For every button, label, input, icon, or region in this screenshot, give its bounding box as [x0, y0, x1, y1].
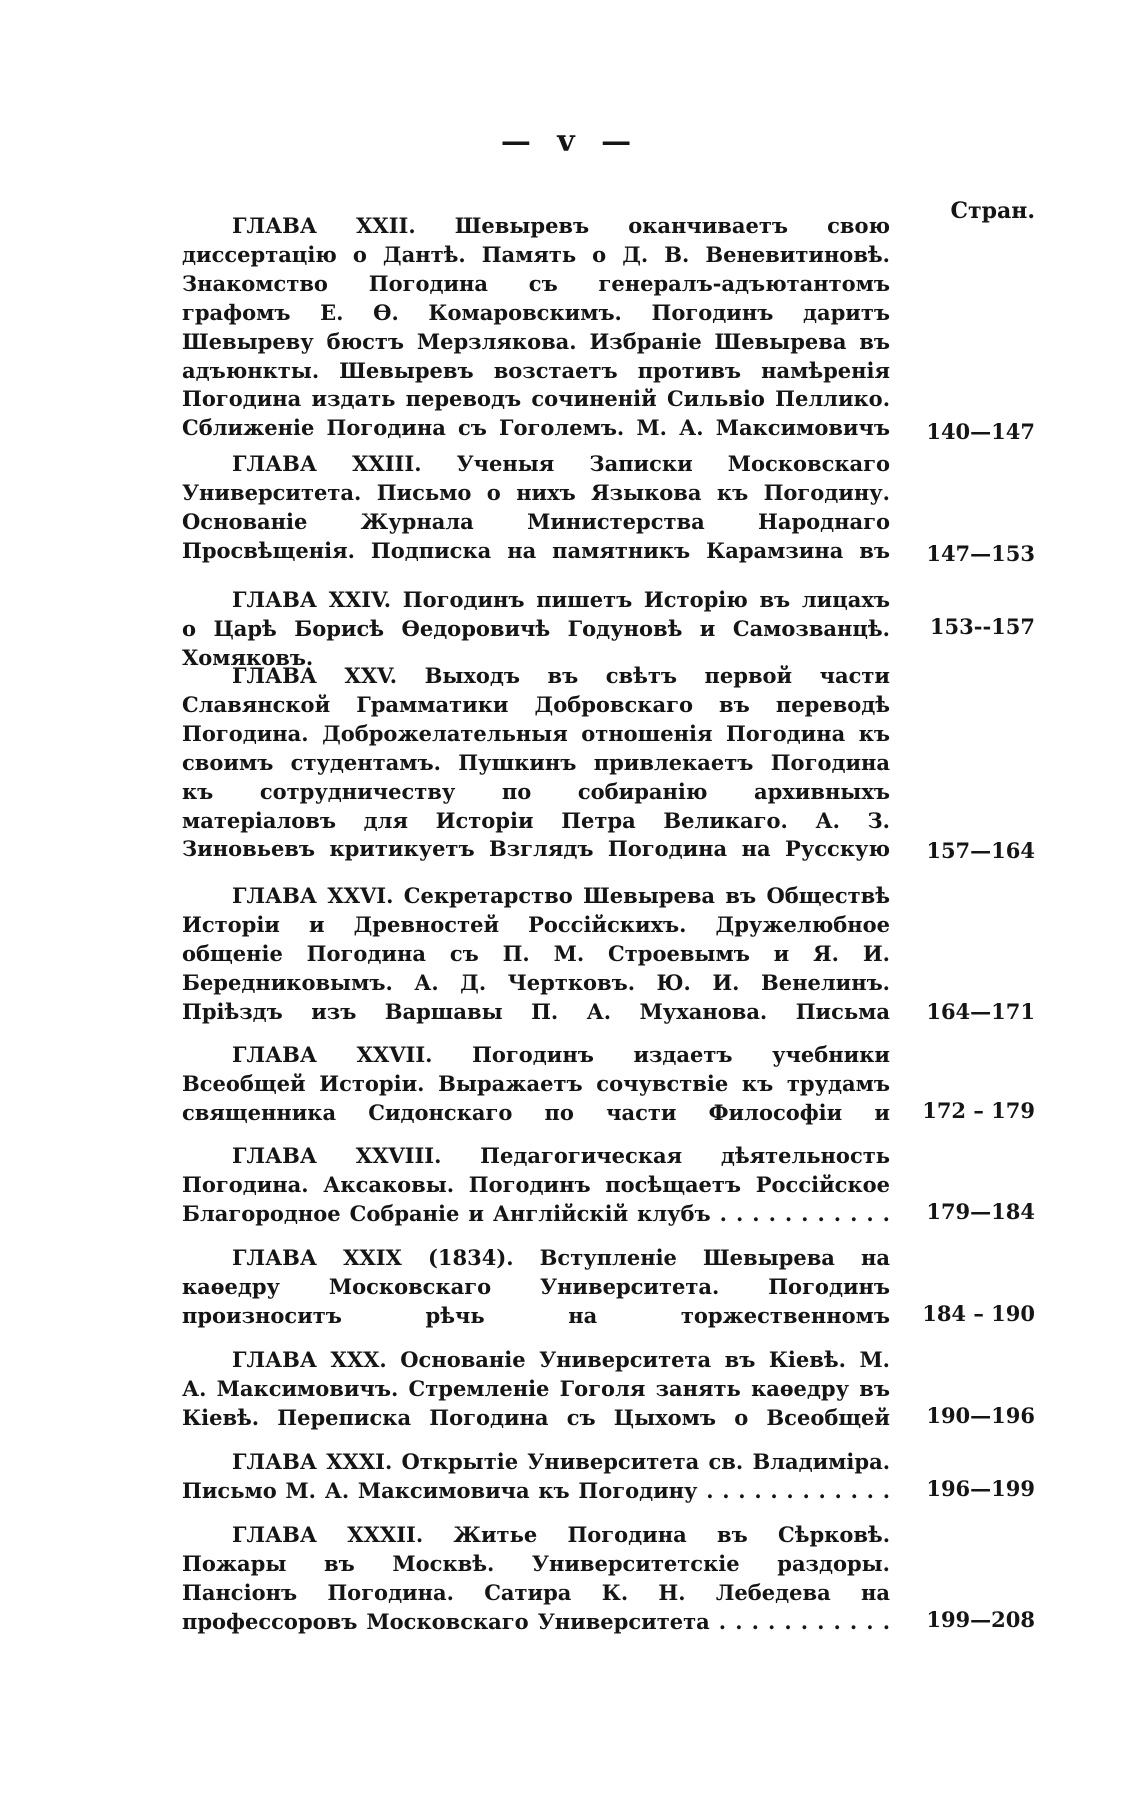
toc-entry-text: ГЛАВА XXVI. Секретарство Шевырева въ Обществѣ Исторіи и Древностей Россійскихъ. Дружелюбное общеніе Погодина съ П. М. Строевымъ и Я. И. Бередниковымъ. А. Д. Чертковъ. Ю. И. Венелинъ. Пріѣздъ изъ Варшавы П. А. Муханова. Письма . . . — [182, 882, 890, 1027]
toc-entry-pages: 147—153 — [926, 541, 1035, 566]
toc-entry-text: ГЛАВА XXX. Основаніе Университета въ Кіевѣ. М. А. Максимовичъ. Стремленіе Гоголя занять каѳедру въ Кіевѣ. Переписка Погодина съ Цыхомъ о Всеобщей . . . — [182, 1346, 890, 1433]
toc-entry-pages: 164—171 — [926, 999, 1035, 1024]
page-number-header: — v — — [500, 124, 640, 159]
toc-entry-text: ГЛАВА XXVII. Погодинъ издаетъ учебники Всеобщей Исторіи. Выражаетъ сочувствіе къ трудамъ священника Сидонскаго по части Философіи и . . . — [182, 1041, 890, 1128]
toc-entry-pages: 199—208 — [926, 1607, 1035, 1632]
toc-entry-pages: 184 – 190 — [922, 1301, 1035, 1326]
toc-entry-pages: 140—147 — [926, 419, 1035, 444]
toc-entry-pages: 196—199 — [926, 1476, 1035, 1501]
toc-entry-text: ГЛАВА XXVIII. Педагогическая дѣятельность Погодина. Аксаковы. Погодинъ посѣщаетъ Россійское Благородное Собраніе и Англійскій клубъ . . . — [182, 1142, 890, 1229]
toc-entry-pages: 190—196 — [926, 1403, 1035, 1428]
toc-entry-pages: 172 – 179 — [922, 1098, 1035, 1123]
toc-entry-text: ГЛАВА XXII. Шевыревъ оканчиваетъ свою диссертацію о Дантѣ. Память о Д. В. Веневитиновѣ. Знакомство Погодина съ генералъ-адъютантомъ графомъ Е. Ѳ. Комаровскимъ. Погодинъ даритъ Шевыреву бюстъ Мерзлякова. Избраніе Шевырева въ адъюнкты. Шевыревъ возстаетъ противъ намѣренія Погодина издать переводъ сочиненій Сильвіо Пеллико. Сближеніе Погодина съ Гоголемъ. М. А. Максимовичъ . . . — [182, 212, 890, 444]
toc-entry-pages: 157—164 — [926, 838, 1035, 863]
toc-entry-text: ГЛАВА XXXI. Открытіе Университета св. Владиміра. Письмо М. А. Максимовича къ Погодину . . . — [182, 1448, 890, 1506]
toc-entry-text: ГЛАВА XXIV. Погодинъ пишетъ Исторію въ лицахъ о Царѣ Борисѣ Ѳедоровичѣ Годуновѣ и Самозванцѣ. Хомяковъ. — [182, 587, 890, 670]
toc-entry-text: ГЛАВА XXV. Выходъ въ свѣтъ первой части Славянской Грамматики Добровскаго въ переводѣ Погодина. Доброжелательныя отношенія Погодина къ своимъ студентамъ. Пушкинъ привлекаетъ Погодина къ сотрудничеству по собиранію архивныхъ матеріаловъ для Исторіи Петра Великаго. А. З. Зиновьевъ критикуетъ Взглядъ Погодина на Русскую . . . — [182, 662, 890, 865]
toc-entry-text: ГЛАВА XXIII. Ученыя Записки Московскаго Университета. Письмо о нихъ Языкова къ Погодину. Основаніе Журнала Министерства Народнаго Просвѣщенія. Подписка на памятникъ Карамзина въ . . . — [182, 450, 890, 566]
toc-entry-text: ГЛАВА XXXII. Житье Погодина въ Сѣрковѣ. Пожары въ Москвѣ. Университетскіе раздоры. Пансіонъ Погодина. Сатира К. Н. Лебедева на профессоровъ Московскаго Университета . . . — [182, 1521, 890, 1637]
toc-entry-pages: 153--157 — [929, 614, 1035, 639]
toc-entry-text: ГЛАВА XXIX (1834). Вступленіе Шевырева на каѳедру Московскаго Университета. Погодинъ произноситъ рѣчь на торжественномъ . . . — [182, 1244, 890, 1331]
pages-column-label: Стран. — [950, 198, 1035, 224]
toc-entry-pages: 179—184 — [926, 1199, 1035, 1224]
